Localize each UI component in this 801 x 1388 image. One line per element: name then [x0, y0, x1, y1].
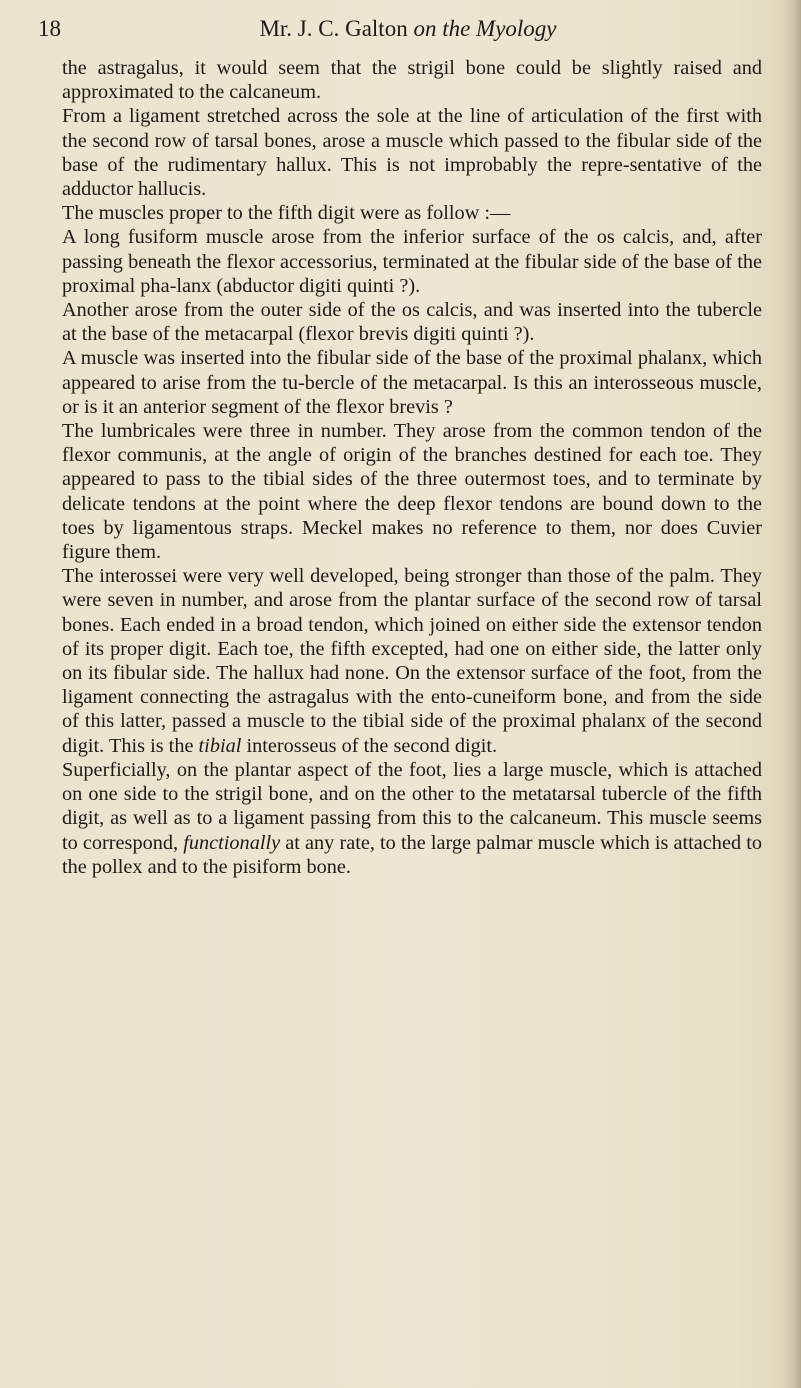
- paragraph-lumbricales: The lumbricales were three in number. They arose from the common tendon of the flexor communis, at the angle of origin of the branches destined for each toe. They appeared to pass to the tibial sides of the three outermost toes, and to terminate by delicate tendons at the point where the deep flexor tendons are bound down to the toes by ligamentous straps. Meckel makes no reference to them, nor does Cuvier figure them.: [62, 420, 762, 564]
- page-binding-shadow: [783, 0, 801, 1388]
- plantar-text-b: at any rate, to the large palmar muscle which is attached to the pollex and to the pisiform bone.: [62, 831, 762, 878]
- running-head-author: Mr. J. C. Galton: [259, 16, 408, 41]
- running-head-on: on: [413, 16, 437, 41]
- interossei-text-b: interosseus of the second digit.: [246, 734, 498, 757]
- plantar-text-a: Superficially, on the plantar aspect of the foot, lies a large muscle, which is attached on one side to the strigil bone, and on the other to the metatarsal tubercle of the fifth digit, as well as to a ligament passing from this to the calcaneum. This muscle seems to correspond,: [62, 758, 762, 854]
- paragraph-adductor-hallucis: From a ligament stretched across the sole at the line of articulation of the first with the second row of tarsal bones, arose a muscle which passed to the fibular side of the base of the rudimentary hallux. This is not improbably the repre-sentative of the adductor hallucis.: [62, 105, 762, 201]
- interossei-emphasis-tibial: tibial: [198, 734, 242, 757]
- paragraph-flexor-brevis: Another arose from the outer side of the os calcis, and was inserted into the tubercle at the base of the metacarpal (flexor brevis digiti quinti ?).: [62, 299, 762, 346]
- plantar-emphasis-functionally: functionally: [183, 831, 281, 854]
- paragraph-astragalus: the astragalus, it would seem that the strigil bone could be slightly raised and approximated to the calcaneum.: [62, 57, 762, 104]
- running-head: [38, 16, 778, 42]
- page-number: 18: [38, 16, 61, 41]
- paragraph-fifth-digit-intro: The muscles proper to the fifth digit were as follow :—: [62, 202, 511, 225]
- running-head-title: the Myology: [442, 16, 557, 41]
- paragraph-abductor-digiti-quinti: A long fusiform muscle arose from the inferior surface of the os calcis, and, after passing beneath the flexor accessorius, terminated at the fibular side of the base of the proximal pha-lanx (abductor digiti quinti ?).: [62, 226, 762, 297]
- interossei-text-a: The interossei were very well developed, being stronger than those of the palm. They were seven in number, and arose from the plantar surface of the second row of tarsal bones. Each ended in a broad tendon, which joined on either side the extensor tendon of its proper digit. Each toe, the fifth excepted, had one on either side, the latter only on its fibular side. The hallux had none. On the extensor surface of the foot, from the ligament connecting the astragalus with the ento-cuneiform bone, and from the side of this latter, passed a muscle to the tibial side of the proximal phalanx of the second digit. This is the: [62, 565, 762, 757]
- paragraph-plantar-muscle: [62, 758, 762, 879]
- page-header: [38, 16, 778, 52]
- paragraph-interosseous-question: A muscle was inserted into the fibular side of the base of the proximal phalanx, which appeared to arise from the tu-bercle of the metacarpal. Is this an interosseous muscle, or is it an anterior segment of the flexor brevis ?: [62, 347, 762, 418]
- paragraph-interossei: [62, 564, 762, 758]
- body-text: [62, 56, 762, 879]
